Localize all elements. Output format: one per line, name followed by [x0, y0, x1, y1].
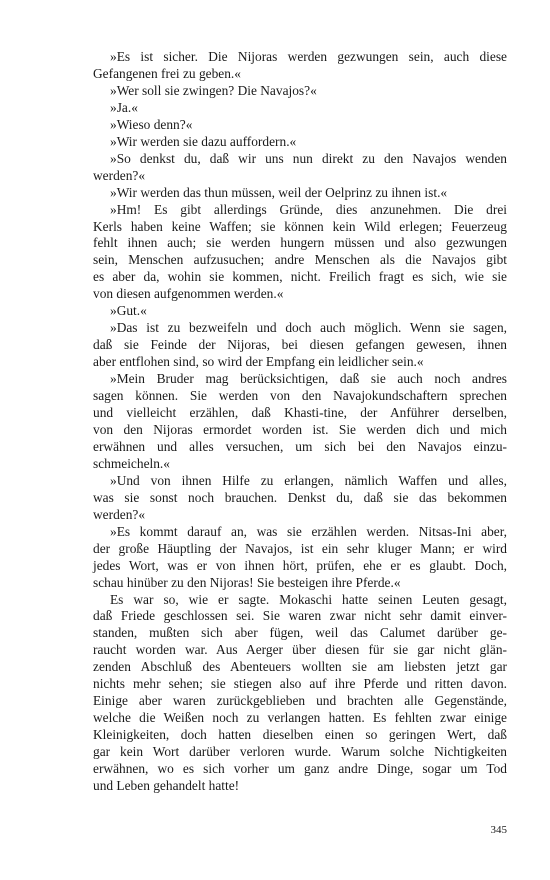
body-text	[93, 49, 507, 795]
text-line: fehlt ihnen auch; sie werden hungern müssen und also gezwungen	[93, 235, 507, 251]
text-line: »Mein Bruder mag berücksichtigen, daß sie auch noch andres	[110, 371, 507, 387]
text-line: »Wir werden das thun müssen, weil der Oelprinz zu ihnen ist.«	[110, 184, 448, 200]
paragraph	[93, 134, 507, 151]
text-line: erwähnen, wo es sich vorher um ganz andre Dinge, sogar um Tod	[93, 761, 507, 777]
text-line: »Gut.«	[110, 303, 147, 319]
paragraph	[93, 473, 507, 524]
text-line: aber entflohen sind, so wird der Empfang ein leidlicher sein.«	[93, 354, 424, 370]
text-line: »Ja.«	[110, 99, 138, 115]
text-line: Es war so, wie er sagte. Mokaschi hatte seinen Leuten gesagt,	[110, 591, 507, 607]
paragraph	[93, 371, 507, 473]
text-line: »Es ist sicher. Die Nijoras werden gezwungen sein, auch diese	[110, 49, 507, 64]
text-line: von den Nijoras ermordet worden ist. Sie werden dich und mich	[93, 421, 507, 437]
text-line: »Wer soll sie zwingen? Die Navajos?«	[110, 82, 317, 98]
paragraph	[93, 202, 507, 304]
paragraph	[93, 592, 507, 795]
text-line: was sie sonst noch brauchen. Denkst du, daß sie das bekommen	[93, 489, 507, 505]
text-line: gar kein Wort darüber verloren wurde. Warum solche Nichtigkeiten	[93, 744, 507, 760]
text-line: werden?«	[93, 167, 146, 183]
paragraph	[93, 83, 507, 100]
paragraph	[93, 117, 507, 134]
text-line: der große Häuptling der Navajos, ist ein sehr kluger Mann; er wird	[93, 540, 507, 556]
text-line: nichts mehr sehen; sie stiegen also auf ihre Pferde und ritten davon.	[93, 676, 507, 692]
page-number: 345	[490, 824, 507, 836]
text-line: Kerls haben keine Waffen; sie können kein Wild erlegen; Feuerzeug	[93, 218, 507, 234]
text-line: »Es kommt darauf an, was sie erzählen werden. Nitsas-Ini aber,	[110, 523, 507, 539]
text-line: »Hm! Es gibt allerdings Gründe, dies anzunehmen. Die drei	[110, 201, 507, 217]
paragraph	[93, 185, 507, 202]
paragraph	[93, 49, 507, 83]
text-line: schmeicheln.«	[93, 455, 170, 471]
text-line: »Und von ihnen Hilfe zu erlangen, nämlich Waffen und alles,	[110, 472, 507, 488]
text-line: standen, mußten sich aber fügen, weil das Calumet darüber ge-	[93, 625, 507, 641]
text-line: »Wir werden sie dazu auffordern.«	[110, 133, 297, 149]
text-line: von diesen aufgenommen werden.«	[93, 286, 284, 302]
paragraph	[93, 320, 507, 371]
text-line: sagen können. Sie werden von den Navajokundschaftern sprechen	[93, 388, 507, 404]
text-line: welche die Weißen noch zu verlangen hatten. Es fehlten zwar einige	[93, 710, 507, 726]
text-line: Gefangenen frei zu geben.«	[93, 65, 241, 81]
paragraph	[93, 100, 507, 117]
text-line: jedes Wort, was er von ihnen hört, prüfen, ehe er es glaubt. Doch,	[93, 557, 507, 573]
paragraph	[93, 303, 507, 320]
text-line: und vielleicht erzählen, daß Khasti-tine, der Anführer derselben,	[93, 405, 507, 421]
paragraph	[93, 524, 507, 592]
text-line: »Das ist zu bezweifeln und doch auch möglich. Wenn sie sagen,	[110, 320, 507, 336]
text-line: daß sie Feinde der Nijoras, bei diesen gefangen gewesen, ihnen	[93, 337, 507, 353]
text-line: erwähnen und alles versuchen, um sich bei den Navajos einzu-	[93, 438, 507, 454]
paragraph	[93, 151, 507, 185]
text-line: sein, Menschen aufzusuchen; andre Menschen als die Navajos gibt	[93, 252, 507, 268]
text-line: es aber da, wohin sie kommen, nicht. Freilich fragt es sich, wie sie	[93, 269, 507, 285]
text-line: »Wieso denn?«	[110, 116, 193, 132]
text-line: zenden Abschluß des Abenteuers wollten sie am liebsten jetzt gar	[93, 659, 507, 675]
text-line: und Leben gehandelt hatte!	[93, 777, 240, 793]
text-line: Einige aber waren zurückgeblieben und brachten alle Gegenstände,	[93, 693, 507, 709]
text-line: daß Friede geschlossen sei. Sie waren zwar nicht sehr damit einver-	[93, 608, 507, 624]
text-line: schau hinüber zu den Nijoras! Sie besteigen ihre Pferde.«	[93, 574, 401, 590]
text-line: »So denkst du, daß wir uns nun direkt zu den Navajos wenden	[110, 150, 507, 166]
text-line: raucht worden war. Aus Aerger über diesen für sie gar nicht glän-	[93, 642, 507, 658]
text-line: werden?«	[93, 506, 146, 522]
text-line: Kleinigkeiten, doch hatten dieselben einen so geringen Wert, daß	[93, 727, 507, 743]
